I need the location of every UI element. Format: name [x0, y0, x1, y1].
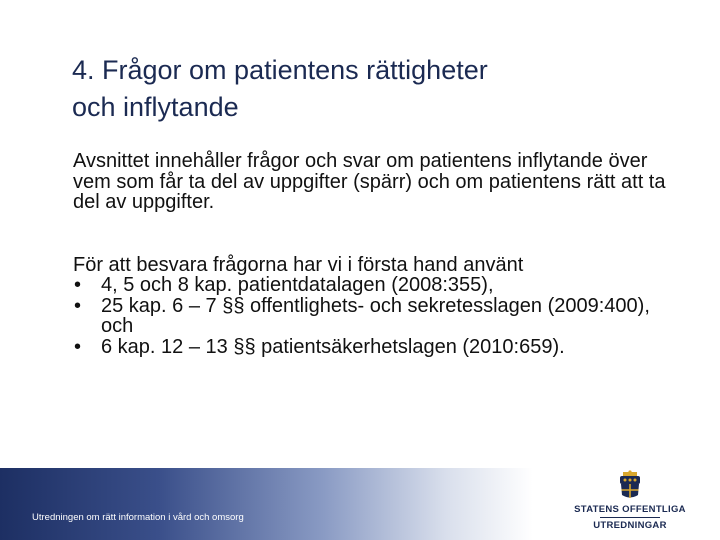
sources-list — [73, 275, 673, 357]
list-item — [73, 275, 673, 296]
list-item-text: 6 kap. 12 – 13 §§ patientsäkerhetslagen (2010:659). — [101, 335, 565, 358]
logo-text-line-1: STATENS OFFENTLIGA — [574, 504, 686, 515]
list-item — [73, 337, 673, 358]
slide-body — [73, 151, 673, 357]
logo-divider — [600, 517, 660, 518]
bullet-marker: • — [74, 274, 82, 296]
title-line-2: och inflytande — [72, 92, 239, 122]
bullet-marker: • — [74, 335, 82, 358]
slide-title — [72, 52, 672, 126]
logo-text-line-2: UTREDNINGAR — [593, 520, 667, 531]
list-item — [73, 296, 673, 337]
sou-logo — [574, 470, 686, 536]
sources-intro-paragraph: För att besvara frågorna har vi i första hand använt — [73, 253, 524, 276]
title-line-1: 4. Frågor om patientens rättigheter — [72, 55, 488, 85]
list-item-text: 25 kap. 6 – 7 §§ offentlighets- och sekretesslagen (2009:400), och — [101, 294, 650, 337]
intro-paragraph: Avsnittet innehåller frågor och svar om patientens inflytande över vem som får ta del av uppgifter (spärr) och om patientens rätt att ta del av uppgifter. — [73, 150, 666, 213]
footer-text: Utredningen om rätt information i vård och omsorg — [32, 512, 244, 523]
bullet-marker: • — [74, 294, 82, 317]
crown-icon — [616, 470, 644, 500]
list-item-text: 4, 5 och 8 kap. patientdatalagen (2008:355), — [101, 274, 494, 296]
